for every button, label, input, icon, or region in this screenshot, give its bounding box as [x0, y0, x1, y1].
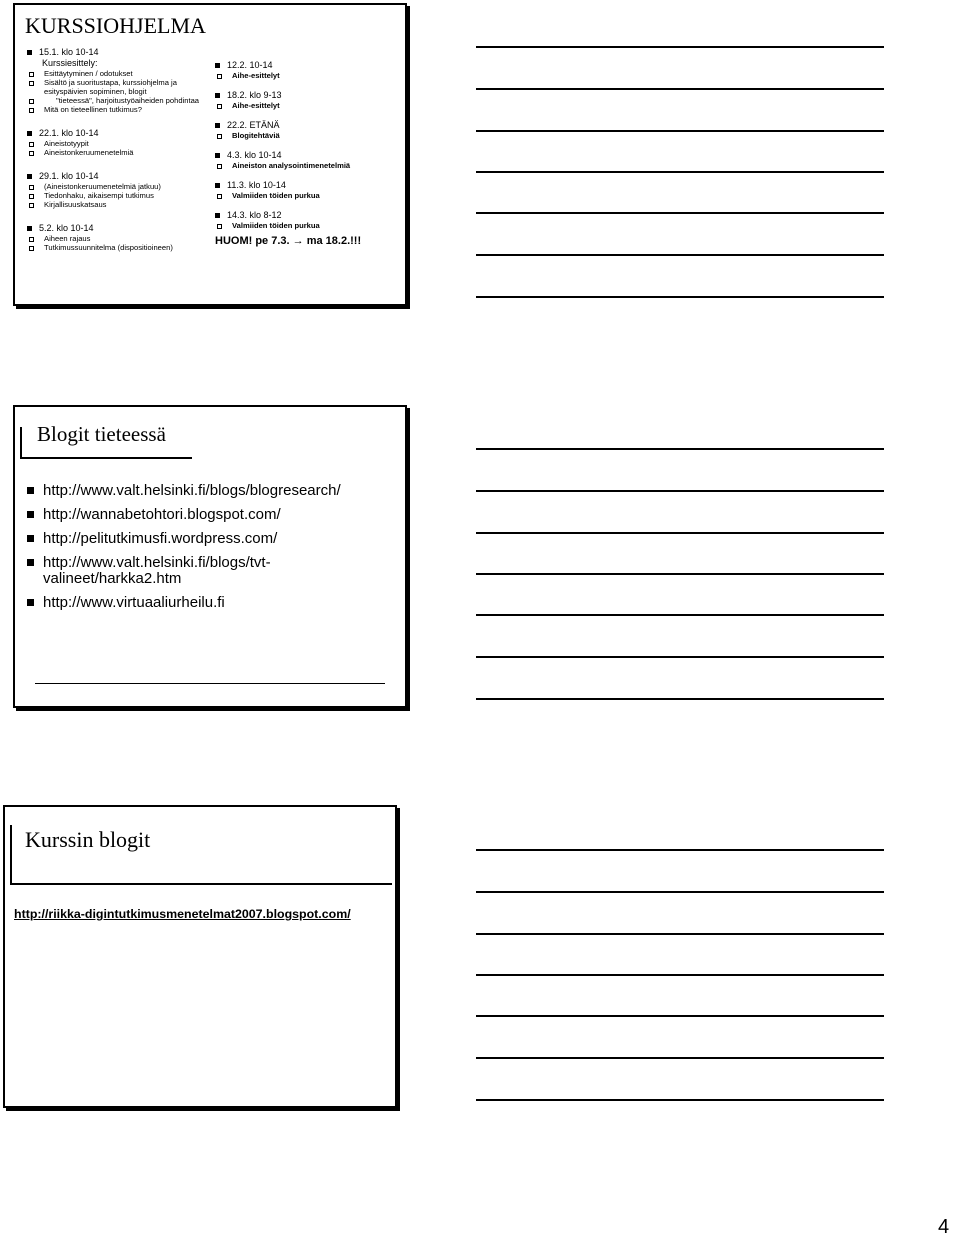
slide-kurssin-blogit — [3, 805, 397, 1108]
note-line — [476, 130, 884, 132]
notice-suffix: ma 18.2.!!! — [306, 235, 362, 247]
session-heading: 15.1. klo 10-14 — [27, 47, 207, 58]
note-line — [476, 490, 884, 492]
session-heading: 22.2. ETÄNÄ — [215, 120, 405, 131]
course-blog-link[interactable]: http://riikka-digintutkimusmenetelmat2007.blogspot.com/ — [14, 907, 351, 921]
session-item: Valmiiden töiden purkua — [215, 191, 405, 200]
note-line — [476, 1099, 884, 1101]
note-line — [476, 614, 884, 616]
divider-line — [35, 683, 385, 684]
note-line — [476, 296, 884, 298]
note-line — [476, 1057, 884, 1059]
session-heading: 22.1. klo 10-14 — [27, 128, 207, 139]
page-number: 4 — [938, 1216, 950, 1238]
session-item: Mitä on tieteellinen tutkimus? — [27, 105, 207, 114]
session-item: (Aineistonkeruumenetelmiä jatkuu) — [27, 182, 207, 191]
note-line — [476, 573, 884, 575]
slide-title: Blogit tieteessä — [37, 422, 166, 446]
session-item: Kirjallisuuskatsaus — [27, 200, 207, 209]
note-line — [476, 656, 884, 658]
session-item: Esittäytyminen / odotukset — [27, 69, 207, 78]
session-subheading: Kurssiesittely: — [42, 58, 98, 68]
note-line — [476, 698, 884, 700]
session-item: Blogitehtäviä — [215, 131, 405, 140]
session-item: Aiheen rajaus — [27, 234, 207, 243]
note-line — [476, 171, 884, 173]
schedule-right-column — [215, 60, 405, 247]
schedule-left-column — [27, 47, 207, 252]
session-item: Aineistotyypit — [27, 139, 207, 148]
session-heading: 18.2. klo 9-13 — [215, 90, 405, 101]
note-line — [476, 1015, 884, 1017]
session-heading: 11.3. klo 10-14 — [215, 180, 405, 191]
blog-link-list — [27, 483, 387, 619]
session-heading: 12.2. 10-14 — [215, 60, 405, 71]
note-line — [476, 254, 884, 256]
session-heading: 14.3. klo 8-12 — [215, 210, 405, 221]
note-line — [476, 448, 884, 450]
session-heading: 5.2. klo 10-14 — [27, 223, 207, 234]
note-line — [476, 212, 884, 214]
blog-link[interactable]: http://wannabetohtori.blogspot.com/ — [27, 507, 387, 523]
slide-title: KURSSIOHJELMA — [25, 13, 206, 38]
note-line — [476, 88, 884, 90]
session-heading: 4.3. klo 10-14 — [215, 150, 405, 161]
blog-link[interactable]: http://www.virtuaaliurheilu.fi — [27, 595, 387, 611]
note-line — [476, 933, 884, 935]
session-item: Sisältö ja suoritustapa, kurssiohjelma ja esityspäivien sopiminen, blogit — [27, 78, 207, 96]
notice-text — [215, 235, 405, 247]
session-item-continuation: "tieteessä", harjoitustyöaiheiden pohdintaa — [27, 96, 207, 105]
note-line — [476, 974, 884, 976]
session-item: Aineiston analysointimenetelmiä — [215, 161, 405, 170]
note-line — [476, 849, 884, 851]
blog-link[interactable]: http://www.valt.helsinki.fi/blogs/blogresearch/ — [27, 483, 387, 499]
session-item: Aihe-esittelyt — [215, 101, 405, 110]
blog-link[interactable]: http://www.valt.helsinki.fi/blogs/tvt-valineet/harkka2.htm — [27, 555, 313, 587]
slide-kurssiohjelma — [13, 3, 407, 306]
session-item: Aihe-esittelyt — [215, 71, 405, 80]
note-line — [476, 891, 884, 893]
slide-title: Kurssin blogit — [25, 827, 151, 852]
session-heading: 29.1. klo 10-14 — [27, 171, 207, 182]
session-item: Valmiiden töiden purkua — [215, 221, 405, 230]
session-item: Tiedonhaku, aikaisempi tutkimus — [27, 191, 207, 200]
slide-blogit-tieteessa — [13, 405, 407, 708]
arrow-right-icon: → — [292, 235, 304, 247]
session-item: Tutkimussuunnitelma (dispositioineen) — [27, 243, 207, 252]
session-item: Aineistonkeruumenetelmiä — [27, 148, 207, 157]
blog-link[interactable]: http://pelitutkimusfi.wordpress.com/ — [27, 531, 387, 547]
note-line — [476, 46, 884, 48]
notice-prefix: HUOM! pe 7.3. — [215, 235, 290, 247]
note-line — [476, 532, 884, 534]
